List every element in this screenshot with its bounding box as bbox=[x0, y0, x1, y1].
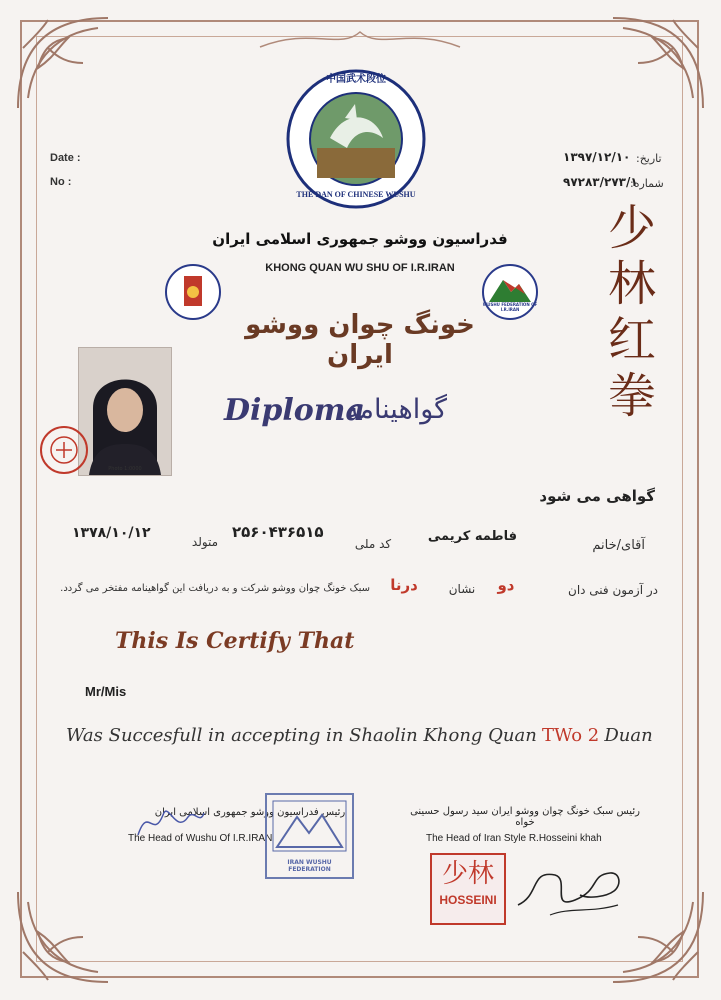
ornament-top-center bbox=[250, 22, 470, 52]
calligraphy-char-3: 红 bbox=[607, 312, 656, 368]
mountain-stamp-icon bbox=[267, 795, 352, 855]
ornament-bottom-left bbox=[8, 882, 118, 992]
born-label-fa: متولد bbox=[191, 535, 219, 549]
photo-caption: Photo 1:0000 bbox=[108, 466, 142, 472]
calligraphy-char-1: 少 bbox=[607, 200, 656, 256]
ornament-top-left bbox=[8, 8, 118, 118]
left-federation-emblem bbox=[160, 262, 226, 322]
exam-prefix-fa: در آزمون فنی دان bbox=[568, 583, 658, 597]
date-label: Date : bbox=[50, 152, 81, 164]
seal-bottom-text: THE DAN OF CHINESE WUSHU bbox=[296, 190, 416, 199]
number-value: ۹۷۲۸۳/۲۷۳/۱ bbox=[563, 175, 638, 189]
red-name-stamp bbox=[430, 853, 506, 925]
left-signer-title-en: The Head of Wushu Of I.R.IRAN bbox=[128, 833, 273, 844]
red-round-stamp bbox=[38, 424, 90, 476]
red-stamp-chars: 少林 bbox=[441, 859, 494, 889]
federation-name-fa: فدراسیون ووشو جمهوری اسلامی ایران bbox=[212, 230, 508, 248]
certify-fa: گواهی می شود bbox=[539, 487, 655, 505]
achievement-duan: Duan bbox=[604, 725, 653, 746]
diploma-title: Diploma bbox=[224, 393, 365, 428]
number-label-fa: شماره: bbox=[630, 177, 664, 190]
style-title-fa: خونگ چوان ووشو ایران bbox=[245, 310, 475, 370]
chinese-wushu-seal bbox=[285, 68, 427, 210]
person-silhouette-icon bbox=[79, 348, 171, 475]
left-signer-title-fa: رئیس فدراسیون ووشو جمهوری اسلامی ایران bbox=[154, 807, 346, 818]
calligraphy-char-4: 拳 bbox=[607, 368, 656, 424]
date-value: ۱۳۹۷/۱۲/۱۰ bbox=[563, 150, 631, 164]
rank-word-fa: دو bbox=[497, 576, 515, 594]
birth-date-value: ۱۳۷۸/۱۰/۱۲ bbox=[72, 525, 151, 541]
achievement-text: Was Succesfull in accepting in Shaolin Khong Quan bbox=[66, 725, 537, 746]
right-signature bbox=[510, 855, 630, 925]
right-signer-title-en: The Head of Iran Style R.Hosseini khah bbox=[426, 833, 602, 844]
holder-name-fa: فاطمه کریمی bbox=[427, 529, 518, 544]
seal-top-text: 中国武术段位 bbox=[326, 74, 386, 85]
achievement-rank: TWo 2 bbox=[541, 725, 600, 746]
national-code-value: ۲۵۶۰۴۳۶۵۱۵ bbox=[232, 523, 324, 541]
achievement-line bbox=[66, 725, 676, 746]
ornament-top-right bbox=[603, 8, 713, 118]
federation-name-en: KHONG QUAN WU SHU OF I.R.IRAN bbox=[265, 262, 455, 274]
right-emblem-text: WUSHU FEDERATION OF I.R.IRAN bbox=[482, 302, 538, 312]
mr-mrs-label-fa: آقای/خانم bbox=[592, 538, 645, 553]
sign-label-fa: نشان bbox=[448, 582, 476, 596]
exam-suffix-fa: سبک خونگ چوان ووشو شرکت و به دریافت این گواهینامه مفتخر می گردد. bbox=[60, 583, 370, 594]
date-label-fa: تاریخ: bbox=[636, 152, 662, 165]
right-federation-emblem bbox=[477, 262, 543, 322]
mr-mis-label: Mr/Mis bbox=[85, 684, 127, 699]
sign-name-fa: درنا bbox=[390, 576, 418, 594]
calligraphy-char-2: 林 bbox=[607, 256, 656, 312]
holder-photo bbox=[78, 347, 172, 476]
left-stamp-text: IRAN WUSHU FEDERATION bbox=[287, 859, 332, 873]
calligraphy-column bbox=[602, 200, 662, 424]
left-square-stamp bbox=[265, 793, 354, 879]
certify-en: This Is Certify That bbox=[115, 628, 355, 654]
national-code-label-fa: کد ملی bbox=[354, 537, 392, 551]
number-label: No : bbox=[50, 176, 72, 188]
right-signer-title-fa: رئیس سبک خونگ چوان ووشو ایران سید رسول حسینی خواه bbox=[410, 806, 640, 828]
red-stamp-name: HOSSEINI bbox=[439, 893, 497, 907]
left-signature bbox=[128, 795, 208, 845]
diploma-title-fa: گواهینامه bbox=[345, 394, 448, 425]
